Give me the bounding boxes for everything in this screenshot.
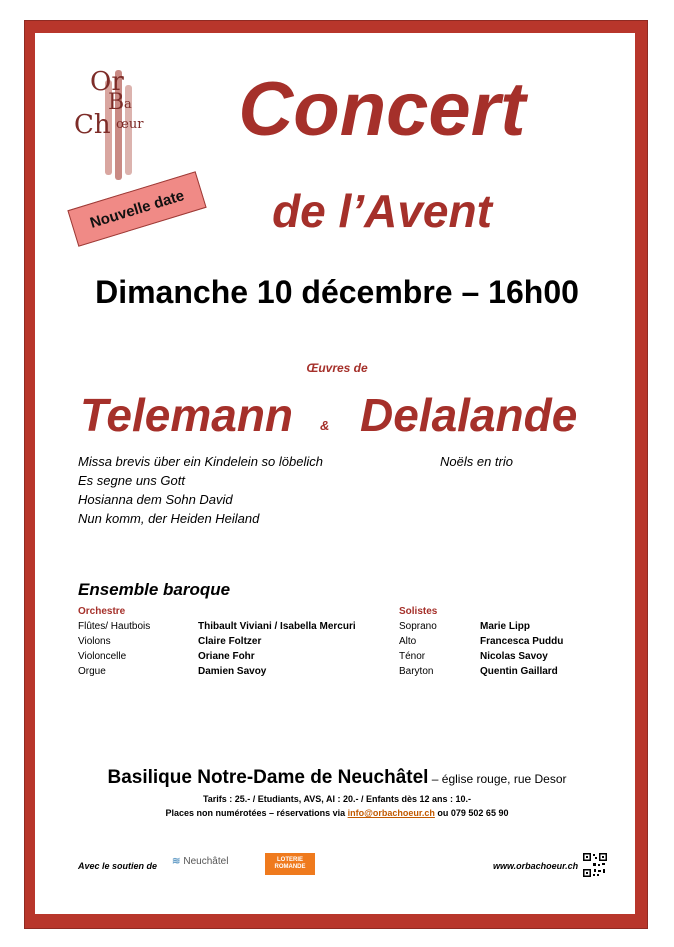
email-link[interactable]: info@orbachoeur.ch xyxy=(347,808,435,818)
logo-letter-b: B xyxy=(108,90,125,115)
soloist-name: Marie Lipp xyxy=(480,621,531,632)
orchestra-name: Thibault Viviani / Isabella Mercuri xyxy=(198,621,356,632)
composer-ampersand: & xyxy=(320,418,330,433)
soloist-role: Baryton xyxy=(399,666,434,677)
logo-letter-oeur: œur xyxy=(116,117,144,132)
orchestra-role: Orgue xyxy=(78,666,106,677)
works-label: Œuvres de xyxy=(306,361,368,375)
soloists-heading: Solistes xyxy=(399,606,438,617)
orchestra-role: Violons xyxy=(78,636,111,647)
soloist-role: Soprano xyxy=(399,621,437,632)
ensemble-title: Ensemble baroque xyxy=(78,580,231,599)
work-item: Missa brevis über ein Kindelein so löbelich xyxy=(78,454,323,469)
reservation-phone: ou 079 502 65 90 xyxy=(434,808,509,818)
wave-icon: ≋ xyxy=(172,856,181,867)
soloist-role: Ténor xyxy=(399,651,426,662)
work-item: Noëls en trio xyxy=(440,454,513,469)
new-date-badge: Nouvelle date xyxy=(67,171,206,247)
orchestra-name: Claire Foltzer xyxy=(198,636,262,647)
orchestra-role: Flûtes/ Hautbois xyxy=(78,621,151,632)
ticket-prices: Tarifs : 25.- / Etudiants, AVS, AI : 20.- / Enfants dès 12 ans : 10.- xyxy=(202,794,472,804)
neuchatel-logo-text: Neuchâtel xyxy=(183,856,229,867)
venue-detail: – église rouge, rue Desor xyxy=(428,772,567,786)
work-item: Nun komm, der Heiden Heiland xyxy=(78,511,260,526)
website-url[interactable]: www.orbachoeur.ch xyxy=(493,861,579,871)
soloist-name: Quentin Gaillard xyxy=(480,666,558,677)
support-label: Avec le soutien de xyxy=(78,861,158,871)
logo-letter-o: Or xyxy=(90,67,124,97)
orchestra-heading: Orchestre xyxy=(78,606,126,617)
venue-line xyxy=(0,767,674,789)
reservation-prefix: Places non numérotées – réservations via xyxy=(165,808,348,818)
logo-letter-ch: Ch xyxy=(74,110,111,140)
composer-telemann: Telemann xyxy=(80,389,294,441)
work-item: Es segne uns Gott xyxy=(78,473,185,488)
loterie-logo-line1: LOTERIE xyxy=(276,857,303,863)
soloist-role: Alto xyxy=(399,636,417,647)
loterie-romande-logo xyxy=(265,853,315,875)
venue-name: Basilique Notre-Dame de Neuchâtel xyxy=(107,767,429,788)
orchestra-name: Oriane Fohr xyxy=(198,651,255,662)
poster-title: Concert xyxy=(238,67,526,152)
work-item: Hosianna dem Sohn David xyxy=(78,492,233,507)
reservation-line xyxy=(0,808,674,818)
poster-subtitle: de l’Avent xyxy=(272,185,492,237)
logo-letter-a: a xyxy=(124,97,132,112)
loterie-logo-line2: ROMANDE xyxy=(274,864,306,870)
neuchatel-logo xyxy=(172,856,228,867)
orchestra-role: Violoncelle xyxy=(78,651,127,662)
composer-delalande: Delalande xyxy=(360,389,578,441)
qr-code-icon xyxy=(582,852,608,878)
event-date: Dimanche 10 décembre – 16h00 xyxy=(95,274,579,310)
soloist-name: Nicolas Savoy xyxy=(480,651,548,662)
soloist-name: Francesca Puddu xyxy=(480,636,564,647)
orchestra-name: Damien Savoy xyxy=(198,666,267,677)
